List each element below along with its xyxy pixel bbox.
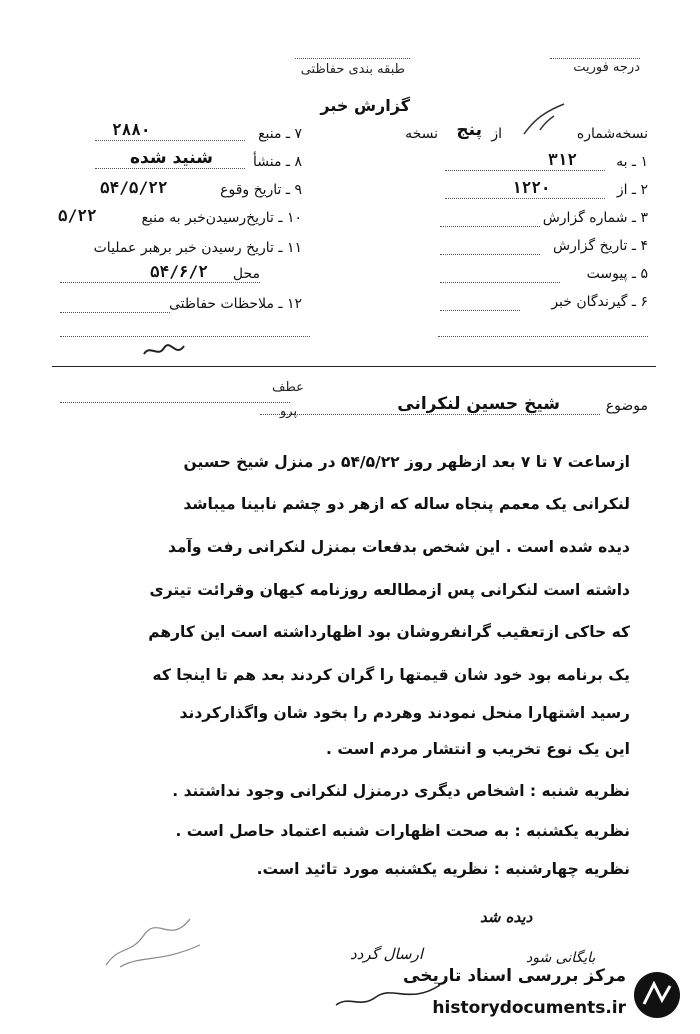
notes-label: ۱۲ ـ ملاحظات حفاظتی bbox=[169, 296, 302, 312]
watermark-title: مرکز بررسی اسناد تاریخی bbox=[403, 966, 626, 986]
body-line: دیده شده است . این شخص بدفعات بمنزل لنکرانی رفت وآمد bbox=[168, 538, 630, 556]
opinion-line: نظریه یکشنبه : به صحت اظهارات شنبه اعتماد حاصل است . bbox=[175, 822, 630, 840]
handwritten-mark-copy bbox=[520, 100, 570, 140]
to-label: ۱ ـ به bbox=[616, 154, 648, 170]
body-line: ازساعت ۷ تا ۷ بعد ازظهر روز ۵۴/۵/۲۲ در منزل شیخ حسین bbox=[183, 453, 630, 471]
archive-logo-icon bbox=[632, 970, 682, 1020]
subject-dotted-line bbox=[260, 414, 600, 415]
receivers-dotted-line bbox=[440, 310, 520, 311]
origin-label: ۸ ـ منشأ bbox=[252, 154, 302, 170]
attachment-label: ۵ ـ پیوست bbox=[586, 266, 648, 282]
event-date-label: ۹ ـ تاریخ وقوع bbox=[220, 182, 302, 198]
urgency-label: درجه فوریت bbox=[573, 60, 640, 75]
report-number-label: ۳ ـ شماره گزارش bbox=[542, 210, 648, 226]
from-label: ۲ ـ از bbox=[616, 182, 648, 198]
from-value: ۱۲۲۰ bbox=[512, 178, 551, 197]
header-divider bbox=[52, 366, 656, 367]
document-title: گزارش خبر bbox=[320, 96, 410, 115]
file-reference-dotted-line bbox=[60, 402, 290, 403]
source-label: ۷ ـ منبع bbox=[258, 126, 302, 142]
classification-dotted-line bbox=[295, 58, 410, 59]
body-line: یک برنامه بود خود شان قیمتها را گران کردند بعد هم تا اینجا که bbox=[152, 666, 630, 684]
origin-value: شنید شده bbox=[130, 148, 213, 168]
receipt-ops-dotted-line bbox=[60, 282, 260, 283]
file-sub-label: پرو bbox=[280, 404, 298, 419]
watermark-url: historydocuments.ir bbox=[432, 998, 626, 1018]
place-label: محل bbox=[232, 266, 260, 282]
receivers-label: ۶ ـ گیرندگان خبر bbox=[551, 294, 648, 310]
opinion-line: نظریه چهارشنبه : نظریه یکشنبه مورد تائید است. bbox=[256, 860, 630, 878]
opinion-line: نظریه شنبه : اشخاص دیگری درمنزل لنکرانی وجود نداشتند . bbox=[172, 782, 630, 800]
to-dotted-line bbox=[445, 170, 605, 171]
notes-dotted-line bbox=[60, 312, 170, 313]
receipt-source-value: ۵/۲۲ bbox=[58, 206, 97, 225]
body-line: داشته است لنکرانی پس ازمطالعه روزنامه کیهان وقرائت تیتری bbox=[149, 581, 630, 599]
urgency-dotted-line bbox=[550, 58, 640, 59]
body-line: که حاکی ازتعقیب گرانفروشان بود اظهارداشته است این کارهم bbox=[148, 623, 630, 641]
handwritten-mark-notes bbox=[140, 340, 200, 362]
report-date-dotted-line bbox=[440, 254, 540, 255]
copy-from-label: از bbox=[491, 126, 502, 142]
body-line: لنکرانی یک معمم پنجاه ساله که ازهر دو چشم نابینا میباشد bbox=[183, 495, 630, 513]
subject-value: شیخ حسین لنکرانی bbox=[397, 394, 560, 414]
copy-word-label: نسخه bbox=[405, 126, 438, 142]
classification-label: طبقه بندی حفاظتی bbox=[300, 62, 405, 77]
copy-count-value: پنج bbox=[456, 120, 482, 140]
notes-dotted-line-2 bbox=[60, 336, 310, 337]
attachment-dotted-line bbox=[440, 282, 560, 283]
source-value: ۲۸۸۰ bbox=[112, 120, 151, 139]
receipt-ops-value: ۵۴/۶/۲ bbox=[150, 262, 208, 281]
source-dotted-line bbox=[95, 140, 245, 141]
to-value: ۳۱۲ bbox=[548, 150, 577, 169]
handwritten-scribble-left bbox=[100, 905, 210, 975]
report-date-label: ۴ ـ تاریخ گزارش bbox=[553, 238, 648, 254]
origin-dotted-line bbox=[95, 168, 245, 169]
copy-number-label: نسخه‌شماره bbox=[576, 126, 648, 142]
event-date-value: ۵۴/۵/۲۲ bbox=[100, 178, 168, 197]
body-line: این یک نوع تخریب و انتشار مردم است . bbox=[326, 740, 630, 758]
subject-label: موضوع bbox=[605, 398, 648, 414]
receipt-ops-label: ۱۱ ـ تاریخ رسیدن خبر برهبر عملیات bbox=[93, 240, 302, 256]
handwritten-note-archive: بایگانی شود bbox=[526, 950, 596, 966]
from-dotted-line bbox=[445, 198, 605, 199]
archive-watermark bbox=[396, 962, 686, 1028]
handwritten-note-send: ارسال گردد bbox=[350, 945, 423, 963]
report-number-dotted-line bbox=[440, 226, 540, 227]
receivers-dotted-line-2 bbox=[438, 336, 648, 337]
handwritten-note-seen: دیده شد bbox=[480, 908, 533, 926]
body-line: رسید اشتهارا منحل نمودند وهردم را بخود شان واگذارکردند bbox=[179, 704, 630, 722]
file-reference-label: عطف bbox=[272, 380, 304, 395]
receipt-source-label: ۱۰ ـ تاریخ‌رسیدن‌خبر به منبع bbox=[141, 210, 302, 226]
